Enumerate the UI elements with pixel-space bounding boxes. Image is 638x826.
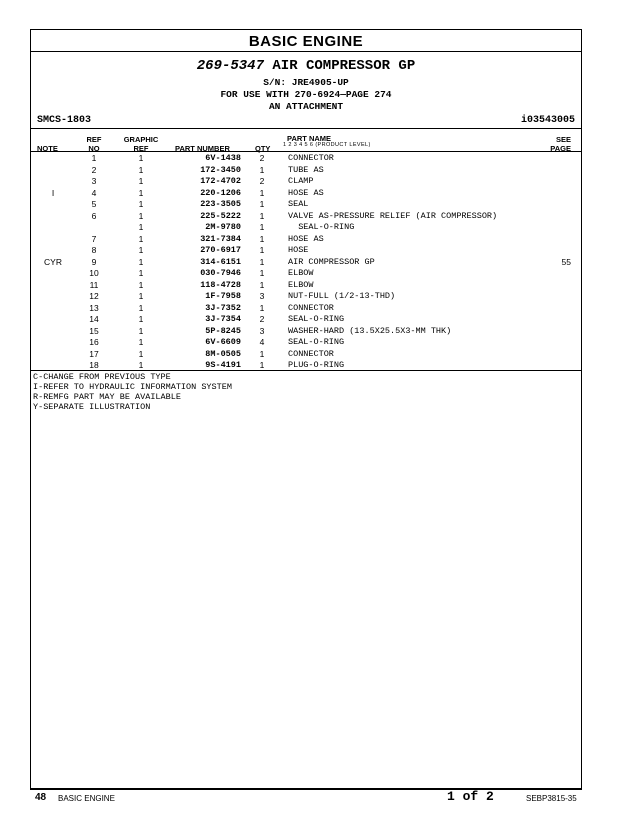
- divider: [31, 128, 581, 129]
- legend: [33, 372, 232, 412]
- table-row: [31, 349, 581, 361]
- divider: [31, 370, 581, 371]
- use-with-note: FOR USE WITH 270-6924—PAGE 274: [220, 89, 392, 100]
- col-graphic-top: GRAPHIC: [123, 135, 159, 144]
- graphic-ref-cell: 1: [138, 348, 144, 359]
- part-name-cell: ELBOW: [288, 279, 314, 290]
- graphic-ref-cell: 1: [138, 222, 144, 232]
- graphic-ref-cell: 1: [138, 245, 144, 255]
- qty-cell: 2: [259, 314, 265, 324]
- table-row: [31, 303, 581, 315]
- graphic-ref-cell: 1: [138, 268, 144, 278]
- qty-cell: 1: [259, 222, 265, 232]
- ref-cell: 2: [91, 164, 97, 175]
- graphic-ref-cell: 1: [138, 291, 144, 301]
- part-number-cell: 118-4728: [200, 279, 241, 290]
- col-part-name: PART NAME: [287, 134, 332, 143]
- group-part-number: 269-5347: [196, 58, 264, 74]
- table-row: [31, 337, 581, 349]
- part-number-cell: 1F-7958: [205, 291, 241, 301]
- parts-table: [31, 153, 581, 372]
- table-row: [31, 280, 581, 292]
- table-row: [31, 314, 581, 326]
- qty-cell: 1: [259, 279, 265, 290]
- ref-cell: 3: [91, 176, 97, 186]
- qty-cell: 4: [259, 337, 265, 347]
- footer-page-number: 48: [35, 792, 47, 803]
- table-row: [31, 291, 581, 303]
- part-number-cell: 6V-6609: [205, 337, 241, 347]
- attachment-note: AN ATTACHMENT: [268, 101, 344, 112]
- part-name-cell: VALVE AS-PRESSURE RELIEF (AIR COMPRESSOR): [288, 210, 498, 221]
- legend-item: I-REFER TO HYDRAULIC INFORMATION SYSTEM: [33, 382, 232, 392]
- part-name-cell: NUT-FULL (1/2-13-THD): [288, 291, 396, 301]
- table-row: [31, 165, 581, 177]
- table-row: [31, 245, 581, 257]
- note-cell: CYR: [44, 256, 62, 267]
- ref-cell: 17: [89, 348, 99, 359]
- graphic-ref-cell: 1: [138, 325, 144, 336]
- ref-cell: 18: [89, 360, 99, 370]
- part-name-cell: SEAL-O-RING: [288, 337, 345, 347]
- ref-cell: 14: [89, 314, 99, 324]
- qty-cell: 1: [259, 348, 265, 359]
- part-name-cell: SEAL-O-RING: [288, 314, 345, 324]
- ref-cell: 13: [89, 302, 99, 313]
- see-page-cell: 55: [561, 256, 571, 267]
- ref-cell: 1: [91, 153, 97, 163]
- col-note: NOTE: [37, 144, 58, 153]
- graphic-ref-cell: 1: [138, 337, 144, 347]
- qty-cell: 3: [259, 325, 265, 336]
- part-name-cell: ELBOW: [288, 268, 314, 278]
- qty-cell: 3: [259, 291, 265, 301]
- divider: [31, 51, 581, 52]
- qty-cell: 1: [259, 187, 265, 198]
- part-number-cell: 314-6151: [200, 256, 241, 267]
- ref-cell: 10: [89, 268, 99, 278]
- footer-page-of: 1 of 2: [447, 789, 494, 804]
- part-name-cell: WASHER-HARD (13.5X25.5X3-MM THK): [288, 325, 452, 336]
- col-see-bottom: PAGE: [550, 144, 571, 153]
- part-number-cell: 321-7384: [200, 233, 241, 244]
- part-number-cell: 270-6917: [200, 245, 241, 255]
- part-number-cell: 223-3505: [200, 199, 241, 209]
- part-number-cell: 172-4702: [200, 176, 241, 186]
- part-name-cell: PLUG-O-RING: [288, 360, 345, 370]
- legend-item: R-REMFG PART MAY BE AVAILABLE: [33, 392, 181, 402]
- qty-cell: 1: [259, 164, 265, 175]
- part-name-cell: CONNECTOR: [288, 302, 334, 313]
- graphic-ref-cell: 1: [138, 153, 144, 163]
- part-number-cell: 8M-0505: [205, 348, 241, 359]
- table-row: [31, 222, 581, 234]
- qty-cell: 2: [259, 176, 265, 186]
- table-row: [31, 326, 581, 338]
- graphic-ref-cell: 1: [138, 256, 144, 267]
- ref-cell: 16: [89, 337, 99, 347]
- table-row: [31, 268, 581, 280]
- ref-cell: 11: [89, 279, 99, 290]
- part-number-cell: 225-5222: [200, 210, 241, 221]
- ref-cell: 9: [91, 256, 97, 267]
- qty-cell: 1: [259, 210, 265, 221]
- part-name-cell: HOSE AS: [288, 233, 324, 244]
- table-row: [31, 257, 581, 269]
- illustration-id: i03543005: [520, 115, 575, 126]
- table-row: [31, 153, 581, 165]
- part-number-cell: 9S-4191: [205, 360, 241, 370]
- legend-item: Y-SEPARATE ILLUSTRATION: [33, 402, 151, 412]
- part-name-cell: CLAMP: [288, 176, 314, 186]
- note-cell: I: [51, 187, 55, 198]
- part-number-cell: 6V-1438: [205, 153, 241, 163]
- graphic-ref-cell: 1: [138, 360, 144, 370]
- col-ref-top: REF: [86, 135, 102, 144]
- part-name-cell: HOSE: [288, 245, 309, 255]
- qty-cell: 1: [259, 302, 265, 313]
- qty-cell: 1: [259, 199, 265, 209]
- part-number-cell: 220-1206: [200, 187, 241, 198]
- group-title: [31, 58, 581, 74]
- ref-cell: 4: [91, 187, 97, 198]
- graphic-ref-cell: 1: [138, 199, 144, 209]
- part-number-cell: 2M-9780: [205, 222, 241, 232]
- part-number-cell: 030-7946: [200, 268, 241, 278]
- graphic-ref-cell: 1: [138, 164, 144, 175]
- part-name-cell: CONNECTOR: [288, 348, 334, 359]
- ref-cell: 8: [91, 245, 97, 255]
- col-qty: QTY: [255, 144, 271, 153]
- product-level-scale: 1 2 3 4 5 6 (PRODUCT LEVEL): [283, 142, 371, 148]
- ref-cell: 15: [89, 325, 99, 336]
- divider: [31, 151, 581, 152]
- qty-cell: 1: [259, 233, 265, 244]
- part-name-cell: CONNECTOR: [288, 153, 334, 163]
- footer-doc-number: SEBP3815-35: [526, 794, 577, 803]
- smcs-code: SMCS-1803: [37, 115, 92, 126]
- section-title: BASIC ENGINE: [248, 33, 364, 50]
- graphic-ref-cell: 1: [138, 279, 144, 290]
- qty-cell: 1: [259, 360, 265, 370]
- qty-cell: 1: [259, 268, 265, 278]
- graphic-ref-cell: 1: [138, 176, 144, 186]
- part-number-cell: 5P-8245: [205, 325, 241, 336]
- graphic-ref-cell: 1: [138, 210, 144, 221]
- table-row: [31, 199, 581, 211]
- table-row: [31, 211, 581, 223]
- qty-cell: 1: [259, 245, 265, 255]
- graphic-ref-cell: 1: [138, 314, 144, 324]
- part-number-cell: 3J-7352: [205, 302, 241, 313]
- part-name-cell: HOSE AS: [288, 187, 324, 198]
- table-row: [31, 176, 581, 188]
- graphic-ref-cell: 1: [138, 187, 144, 198]
- group-part-name: AIR COMPRESSOR GP: [272, 58, 416, 74]
- footer-rule: [30, 789, 582, 790]
- part-number-cell: 172-3450: [200, 164, 241, 175]
- part-name-cell: TUBE AS: [288, 164, 324, 175]
- col-see-top: SEE: [555, 135, 571, 144]
- part-name-cell: SEAL-O-RING: [288, 222, 355, 232]
- ref-cell: 5: [91, 199, 97, 209]
- qty-cell: 1: [259, 256, 265, 267]
- table-row: [31, 234, 581, 246]
- legend-item: C-CHANGE FROM PREVIOUS TYPE: [33, 372, 171, 382]
- col-part-number: PART NUMBER: [175, 144, 230, 153]
- serial-range: S/N: JRE4905-UP: [263, 77, 349, 88]
- col-graphic-bottom: REF: [133, 144, 149, 153]
- part-number-cell: 3J-7354: [205, 314, 241, 324]
- ref-cell: 6: [91, 210, 97, 221]
- parts-list-frame: [30, 29, 582, 789]
- graphic-ref-cell: 1: [138, 233, 144, 244]
- qty-cell: 2: [259, 153, 265, 163]
- part-name-cell: AIR COMPRESSOR GP: [288, 256, 375, 267]
- part-name-cell: SEAL: [288, 199, 309, 209]
- ref-cell: 7: [91, 233, 97, 244]
- graphic-ref-cell: 1: [138, 302, 144, 313]
- table-row: [31, 188, 581, 200]
- ref-cell: 12: [89, 291, 99, 301]
- footer-section: BASIC ENGINE: [58, 794, 115, 803]
- col-ref-bottom: NO: [88, 144, 100, 153]
